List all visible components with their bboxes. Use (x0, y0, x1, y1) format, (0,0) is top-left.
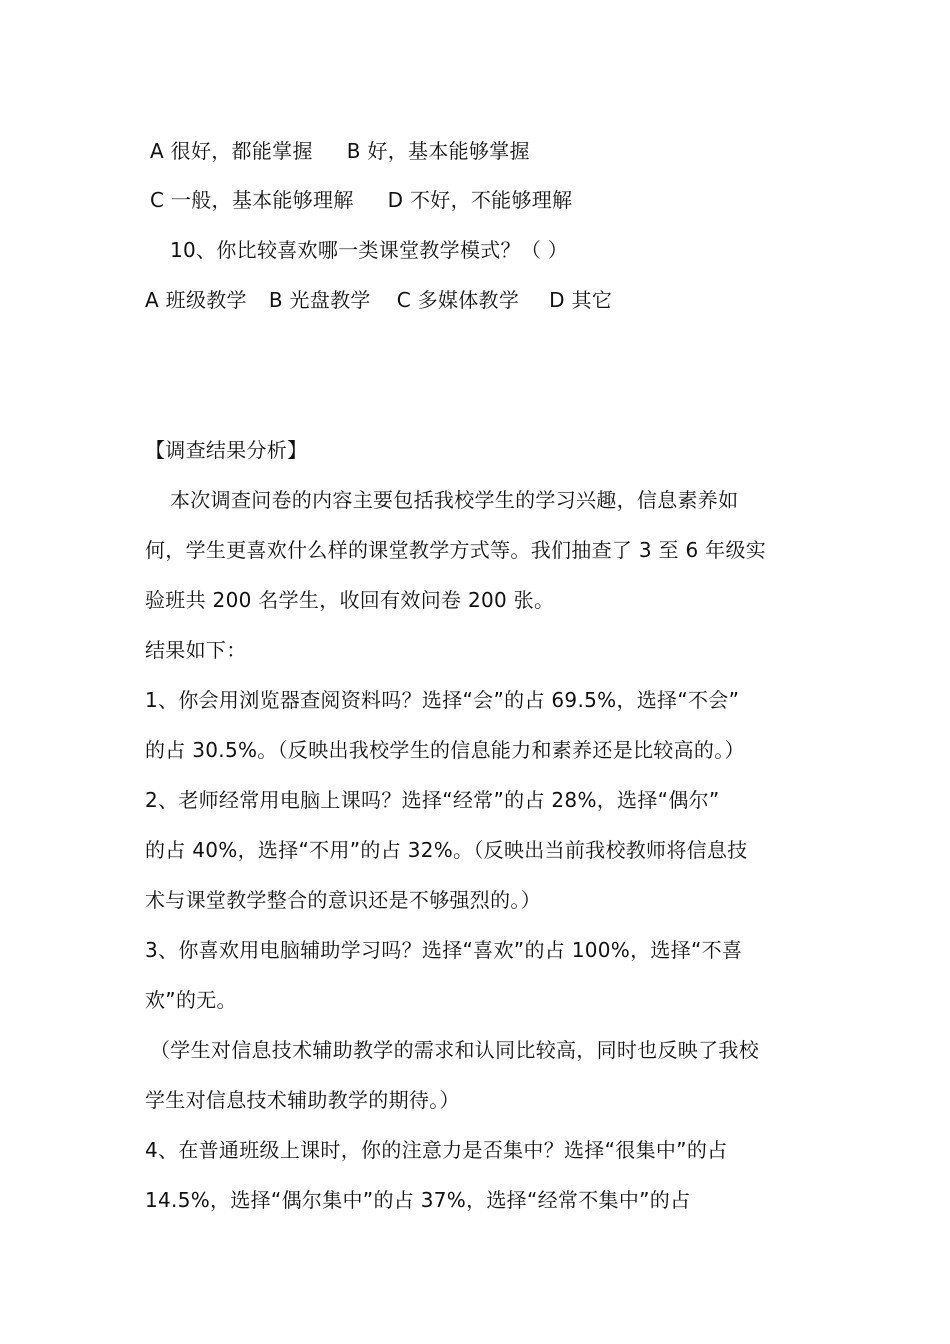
q10-option-b: B 光盘教学 (268, 288, 371, 312)
result-line-10: 4、在普通班级上课时，你的注意力是否集中？选择“很集中”的占 (145, 1138, 728, 1162)
intro-line-3: 验班共 200 名学生，收回有效问卷 200 张。 (145, 588, 555, 612)
q9-option-d: D 不好，不能够理解 (387, 188, 573, 212)
intro-line-1: 本次调查问卷的内容主要包括我校学生的学习兴趣，信息素养如 (170, 488, 739, 512)
q10-option-c: C 多媒体教学 (396, 288, 520, 312)
q9-option-a: A 很好，都能掌握 (150, 139, 313, 163)
q10-question: 10、你比较喜欢哪一类课堂教学模式？（ ） (170, 238, 569, 262)
result-line-5: 术与课堂教学整合的意识还是不够强烈的。） (145, 888, 541, 912)
q10-option-d: D 其它 (549, 288, 613, 312)
analysis-heading: 【调查结果分析】 (145, 438, 308, 462)
result-line-8: （学生对信息技术辅助教学的需求和认同比较高，同时也反映了我校 (150, 1038, 759, 1062)
result-line-1: 1、你会用浏览器查阅资料吗？选择“会”的占 69.5%，选择“不会” (145, 688, 740, 712)
q9-option-c: C 一般，基本能够理解 (150, 188, 354, 212)
q9-options-row-2 (150, 186, 572, 214)
intro-line-2: 何，学生更喜欢什么样的课堂教学方式等。我们抽查了 3 至 6 年级实 (145, 538, 767, 562)
result-line-2: 的占 30.5%。（反映出我校学生的信息能力和素养还是比较高的。） (145, 738, 745, 762)
q9-options-row-1 (150, 137, 530, 165)
q9-option-b: B 好，基本能够掌握 (346, 139, 530, 163)
result-line-3: 2、老师经常用电脑上课吗？选择“经常”的占 28%，选择“偶尔” (145, 788, 720, 812)
result-line-7: 欢”的无。 (145, 988, 237, 1012)
q10-options-row (145, 286, 612, 314)
result-line-11: 14.5%，选择“偶尔集中”的占 37%，选择“经常不集中”的占 (145, 1188, 691, 1212)
result-line-6: 3、你喜欢用电脑辅助学习吗？选择“喜欢”的占 100%，选择“不喜 (145, 938, 743, 962)
q10-option-a: A 班级教学 (145, 288, 247, 312)
result-line-4: 的占 40%，选择“不用”的占 32%。（反映出当前我校教师将信息技 (145, 838, 748, 862)
results-label: 结果如下： (145, 638, 247, 662)
result-line-9: 学生对信息技术辅助教学的期待。） (145, 1088, 460, 1112)
